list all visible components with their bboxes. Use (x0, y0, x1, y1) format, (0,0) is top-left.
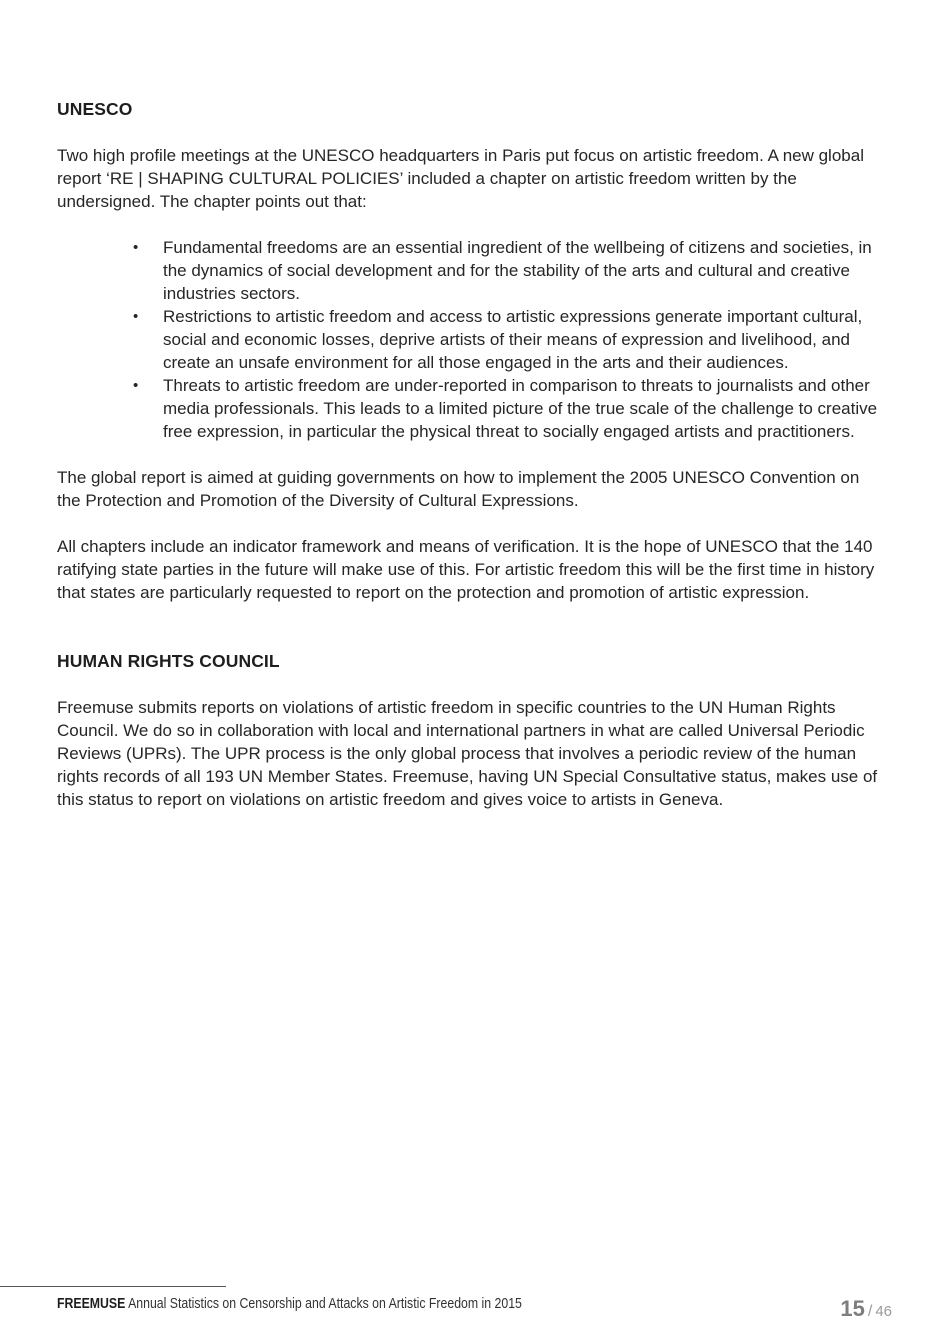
list-item-text: Restrictions to artistic freedom and access to artistic expressions generate important cultural, social and economic losses, deprive artists of their means of expression and livelihood, and create an unsafe environment for all those engaged in the arts and their audiences. (163, 307, 863, 372)
footer-divider (0, 1286, 226, 1287)
unesco-bullet-list (133, 236, 887, 443)
list-item (133, 305, 887, 374)
bullet-icon: • (133, 377, 139, 394)
page-content (57, 98, 887, 811)
unesco-report-paragraph: The global report is aimed at guiding governments on how to implement the 2005 UNESCO Convention on the Protection and Promotion of the Diversity of Cultural Expressions. (57, 468, 860, 510)
list-item-text: Threats to artistic freedom are under-reported in comparison to threats to journalists and other media professionals. This leads to a limited picture of the true scale of the challenge to creative free expression, in particular the physical threat to socially engaged artists and practitioners. (163, 376, 878, 441)
page-current: 15 (840, 1296, 865, 1321)
list-item (133, 236, 887, 305)
hrc-paragraph: Freemuse submits reports on violations of artistic freedom in specific countries to the UN Human Rights Council. We do so in collaboration with local and international partners in what are called Universal Periodic Reviews (UPRs). The UPR process is the only global process that involves a periodic review of the human rights records of all 193 UN Member States. Freemuse, having UN Special Consultative status, makes use of this status to report on violations on artistic freedom and gives voice to artists in Geneva. (57, 698, 878, 809)
list-item (133, 374, 887, 443)
unesco-intro-paragraph: Two high profile meetings at the UNESCO headquarters in Paris put focus on artistic freedom. A new global report ‘RE | SHAPING CULTURAL POLICIES’ included a chapter on artistic freedom written by the undersigned. The chapter points out that: (57, 146, 864, 211)
footer-title (57, 1295, 522, 1312)
bullet-icon: • (133, 308, 139, 325)
footer-brand: FREEMUSE (57, 1295, 126, 1312)
page-separator: / (867, 1303, 873, 1320)
list-item-text: Fundamental freedoms are an essential ingredient of the wellbeing of citizens and societies, in the dynamics of social development and for the stability of the arts and cultural and creative industries sectors. (163, 238, 872, 303)
page-number (840, 1296, 892, 1322)
footer-publication-title: Annual Statistics on Censorship and Attacks on Artistic Freedom in 2015 (128, 1295, 522, 1312)
bullet-icon: • (133, 239, 139, 256)
hrc-heading: HUMAN RIGHTS COUNCIL (57, 651, 280, 671)
page-total: 46 (875, 1303, 892, 1320)
unesco-indicator-paragraph: All chapters include an indicator framework and means of verification. It is the hope of UNESCO that the 140 ratifying state parties in the future will make use of this. For artistic freedom this will be the first time in history that states are particularly requested to report on the protection and promotion of artistic expression. (57, 537, 875, 602)
unesco-heading: UNESCO (57, 99, 133, 119)
